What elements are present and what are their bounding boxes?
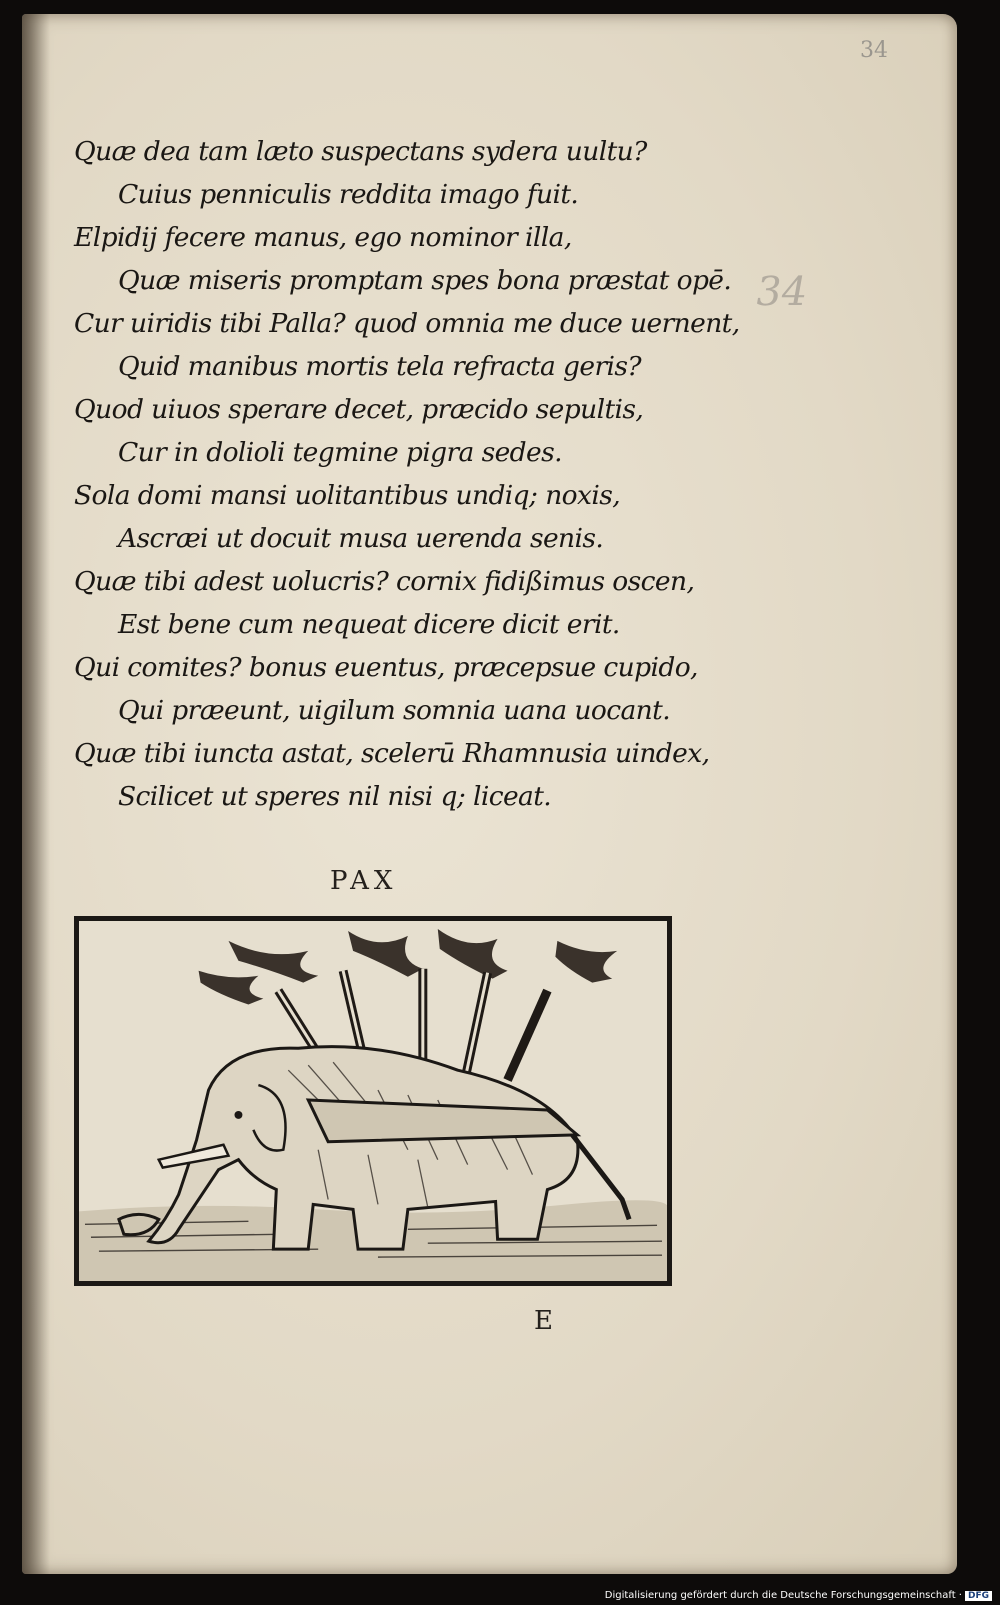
- folio-number: 34: [860, 38, 888, 63]
- verse-line: Elpidij fecere manus, ego nominor illa,: [74, 222, 572, 253]
- emblem-title: PAX: [330, 866, 398, 896]
- verse-line: Qui præeunt, uigilum somnia uana uocant.: [118, 695, 671, 726]
- digitization-credit: [605, 1590, 992, 1601]
- verse-line: Cur uiridis tibi Palla? quod omnia me duce uernent,: [74, 308, 740, 339]
- verse-line: Quæ dea tam læto suspectans sydera uultu?: [74, 136, 647, 167]
- signature-mark: E: [534, 1306, 553, 1336]
- verse-line: Scilicet ut speres nil nisi q; liceat.: [118, 781, 552, 812]
- margin-annotation: 34: [751, 269, 811, 315]
- verse-line: Est bene cum nequeat dicere dicit erit.: [118, 609, 620, 640]
- verse-line: Ascræi ut docuit musa uerenda senis.: [118, 523, 604, 554]
- book-page: [22, 14, 957, 1574]
- verse-line: Quæ tibi adest uolucris? cornix fidißimus oscen,: [74, 566, 695, 597]
- verse-line: Cuius penniculis reddita imago fuit.: [118, 179, 579, 210]
- verse-line: Quid manibus mortis tela refracta geris?: [118, 351, 642, 382]
- verse-line: Cur in dolioli tegmine pigra sedes.: [118, 437, 562, 468]
- dfg-logo-icon: DFG: [965, 1591, 992, 1601]
- page-spine-shadow: [22, 14, 50, 1574]
- verse-line: Sola domi mansi uolitantibus undiq; noxis,: [74, 480, 621, 511]
- verse-line: Quod uiuos sperare decet, præcido sepultis,: [74, 394, 644, 425]
- verse-line: Quæ tibi iuncta astat, scelerū Rhamnusia uindex,: [74, 738, 710, 769]
- credit-text: Digitalisierung gefördert durch die Deutsche Forschungsgemeinschaft ·: [604, 1590, 962, 1601]
- woodcut-illustration: [74, 916, 672, 1286]
- verse-block: [74, 130, 754, 818]
- elephant-woodcut-icon: [79, 921, 667, 1281]
- verse-line: Qui comites? bonus euentus, præcepsue cupido,: [74, 652, 698, 683]
- verse-line: Quæ miseris promptam spes bona præstat opē.: [118, 265, 732, 296]
